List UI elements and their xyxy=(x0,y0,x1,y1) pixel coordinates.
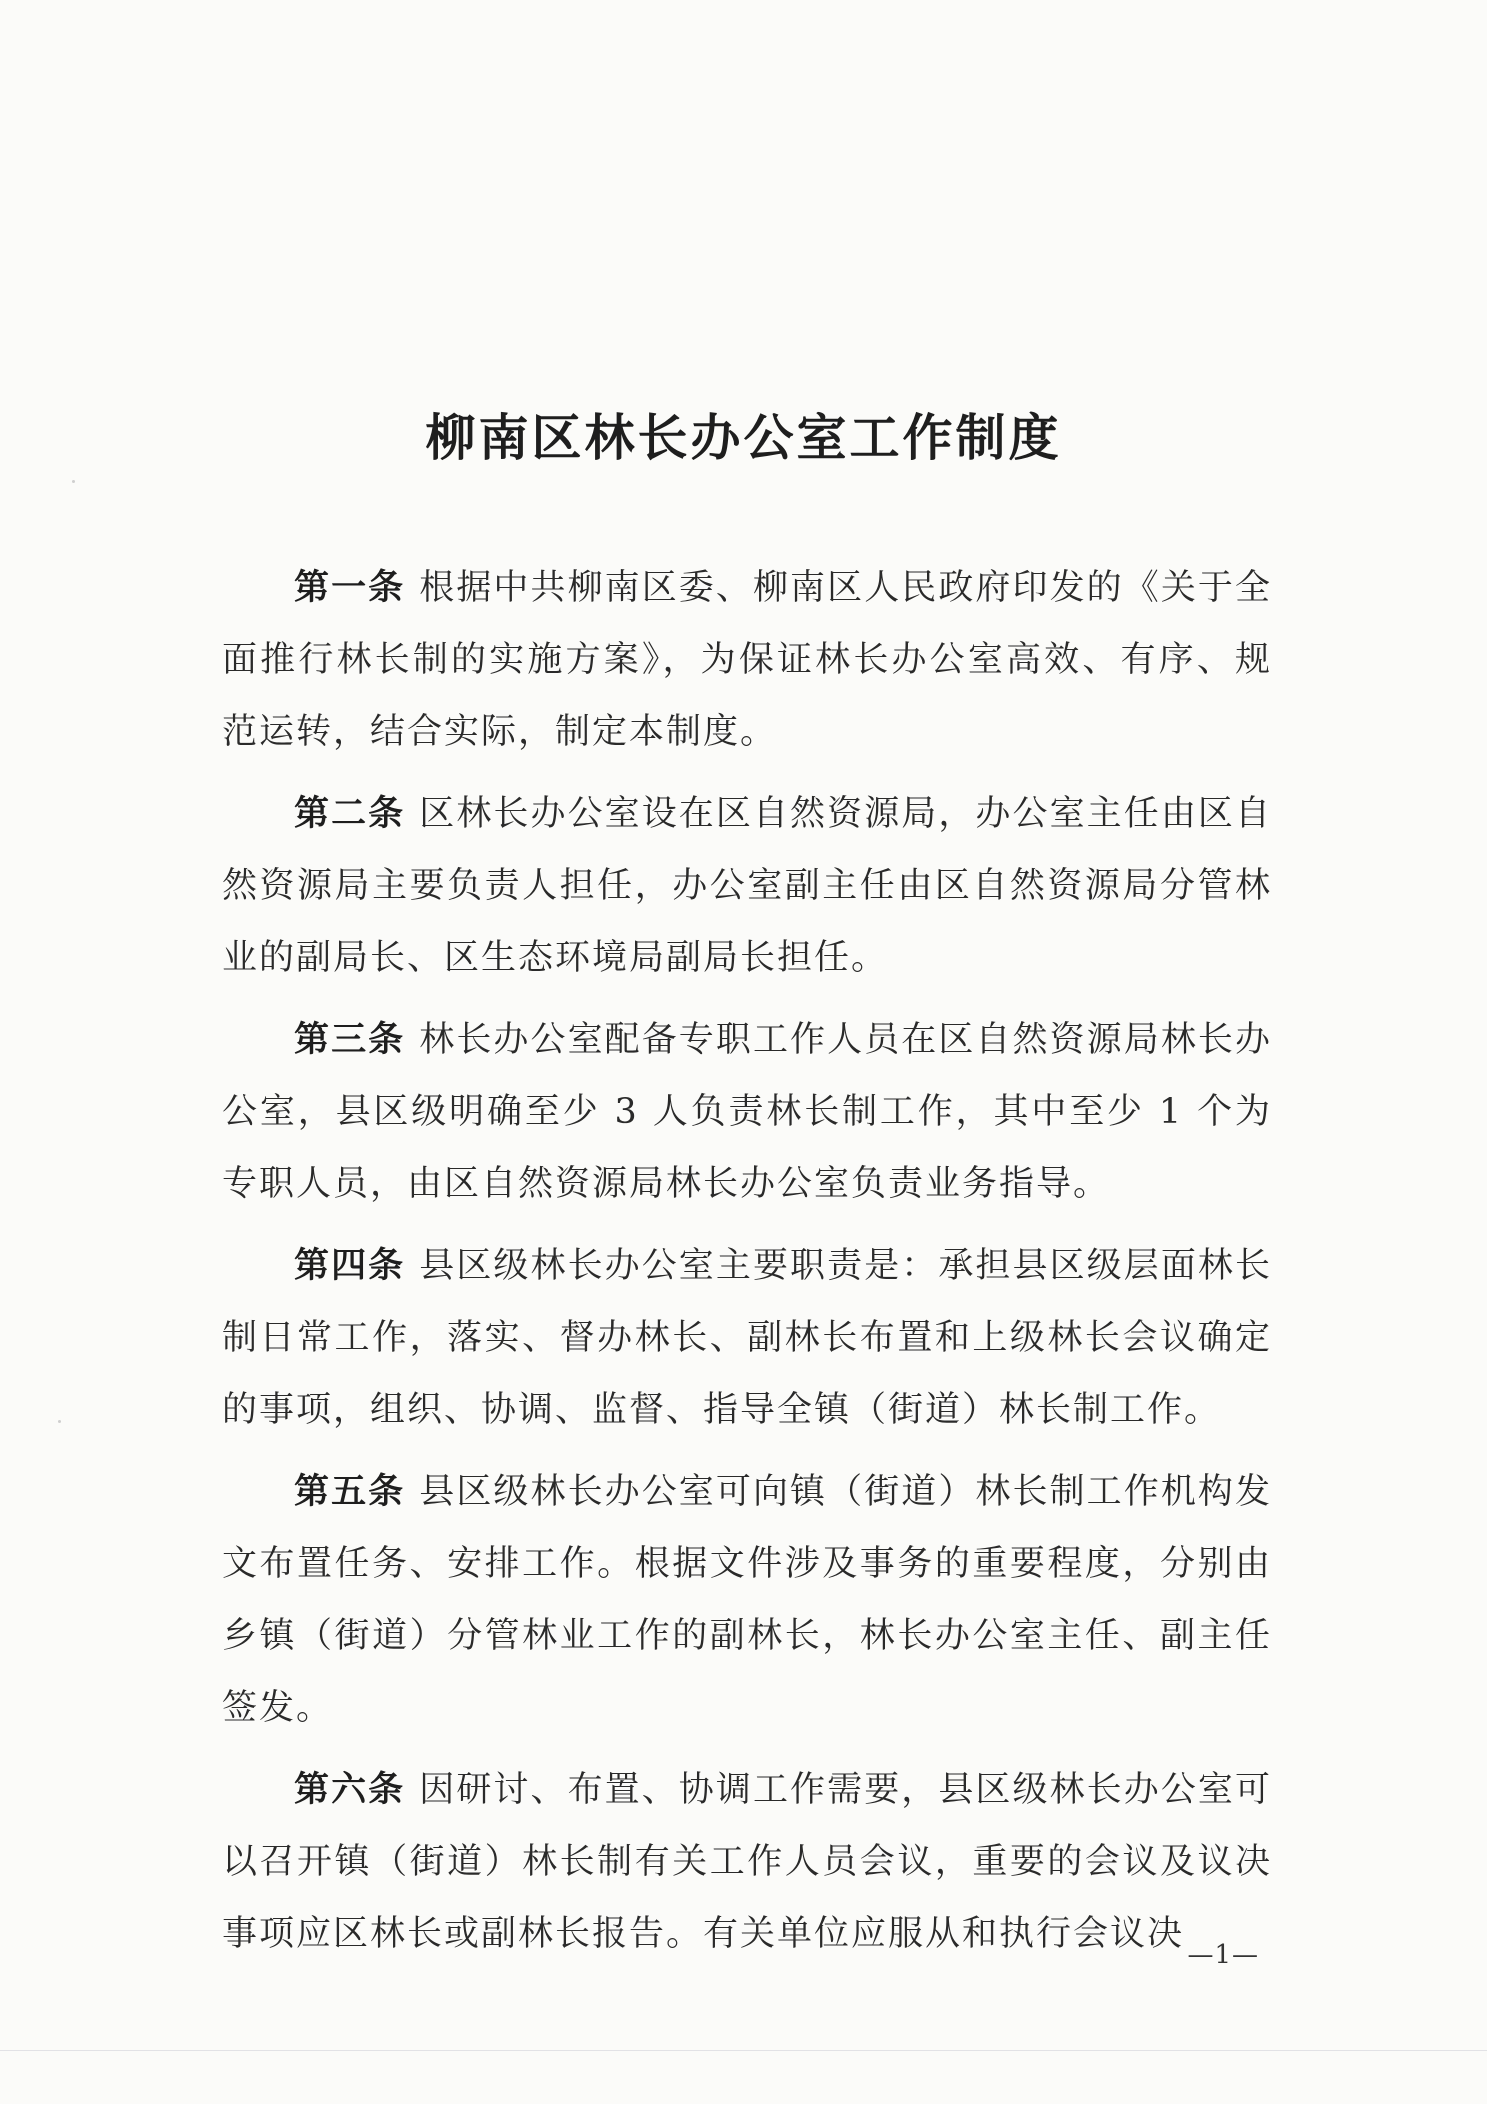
article-2 xyxy=(222,778,1272,994)
article-text: 县区级林长办公室可向镇（街道）林长制工作机构发文布置任务、安排工作。根据文件涉及事务的重要程度，分别由乡镇（街道）分管林业工作的副林长，林长办公室主任、副主任签发。 xyxy=(222,1472,1272,1728)
article-text: 林长办公室配备专职工作人员在区自然资源局林长办公室，县区级明确至少 3 人负责林长制工作，其中至少 1 个为专职人员，由区自然资源局林长办公室负责业务指导。 xyxy=(222,1020,1272,1204)
document-body xyxy=(222,552,1272,1980)
article-text: 区林长办公室设在区自然资源局，办公室主任由区自然资源局主要负责人担任，办公室副主任由区自然资源局分管林业的副局长、区生态环境局副局长担任。 xyxy=(222,794,1272,978)
article-number: 第六条 xyxy=(294,1770,406,1810)
article-3 xyxy=(222,1004,1272,1220)
article-5 xyxy=(222,1456,1272,1744)
article-number: 第一条 xyxy=(294,568,406,608)
article-text: 县区级林长办公室主要职责是：承担县区级层面林长制日常工作，落实、督办林长、副林长布置和上级林长会议确定的事项，组织、协调、监督、指导全镇（街道）林长制工作。 xyxy=(222,1246,1272,1430)
page-bottom-divider xyxy=(0,2050,1487,2051)
article-number: 第四条 xyxy=(294,1246,406,1286)
article-text: 因研讨、布置、协调工作需要，县区级林长办公室可以召开镇（街道）林长制有关工作人员会议，重要的会议及议决事项应区林长或副林长报告。有关单位应服从和执行会议决 xyxy=(222,1770,1272,1954)
article-1 xyxy=(222,552,1272,768)
document-title: 柳南区林长办公室工作制度 xyxy=(425,408,1062,467)
article-6 xyxy=(222,1754,1272,1970)
article-4 xyxy=(222,1230,1272,1446)
scan-speck xyxy=(72,480,75,483)
article-text: 根据中共柳南区委、柳南区人民政府印发的《关于全面推行林长制的实施方案》，为保证林长办公室高效、有序、规范运转，结合实际，制定本制度。 xyxy=(222,568,1272,752)
page-number: —1— xyxy=(1187,1940,1259,1970)
article-number: 第二条 xyxy=(294,794,406,834)
article-number: 第三条 xyxy=(294,1020,406,1060)
scan-speck xyxy=(58,1420,61,1423)
article-number: 第五条 xyxy=(294,1472,406,1512)
